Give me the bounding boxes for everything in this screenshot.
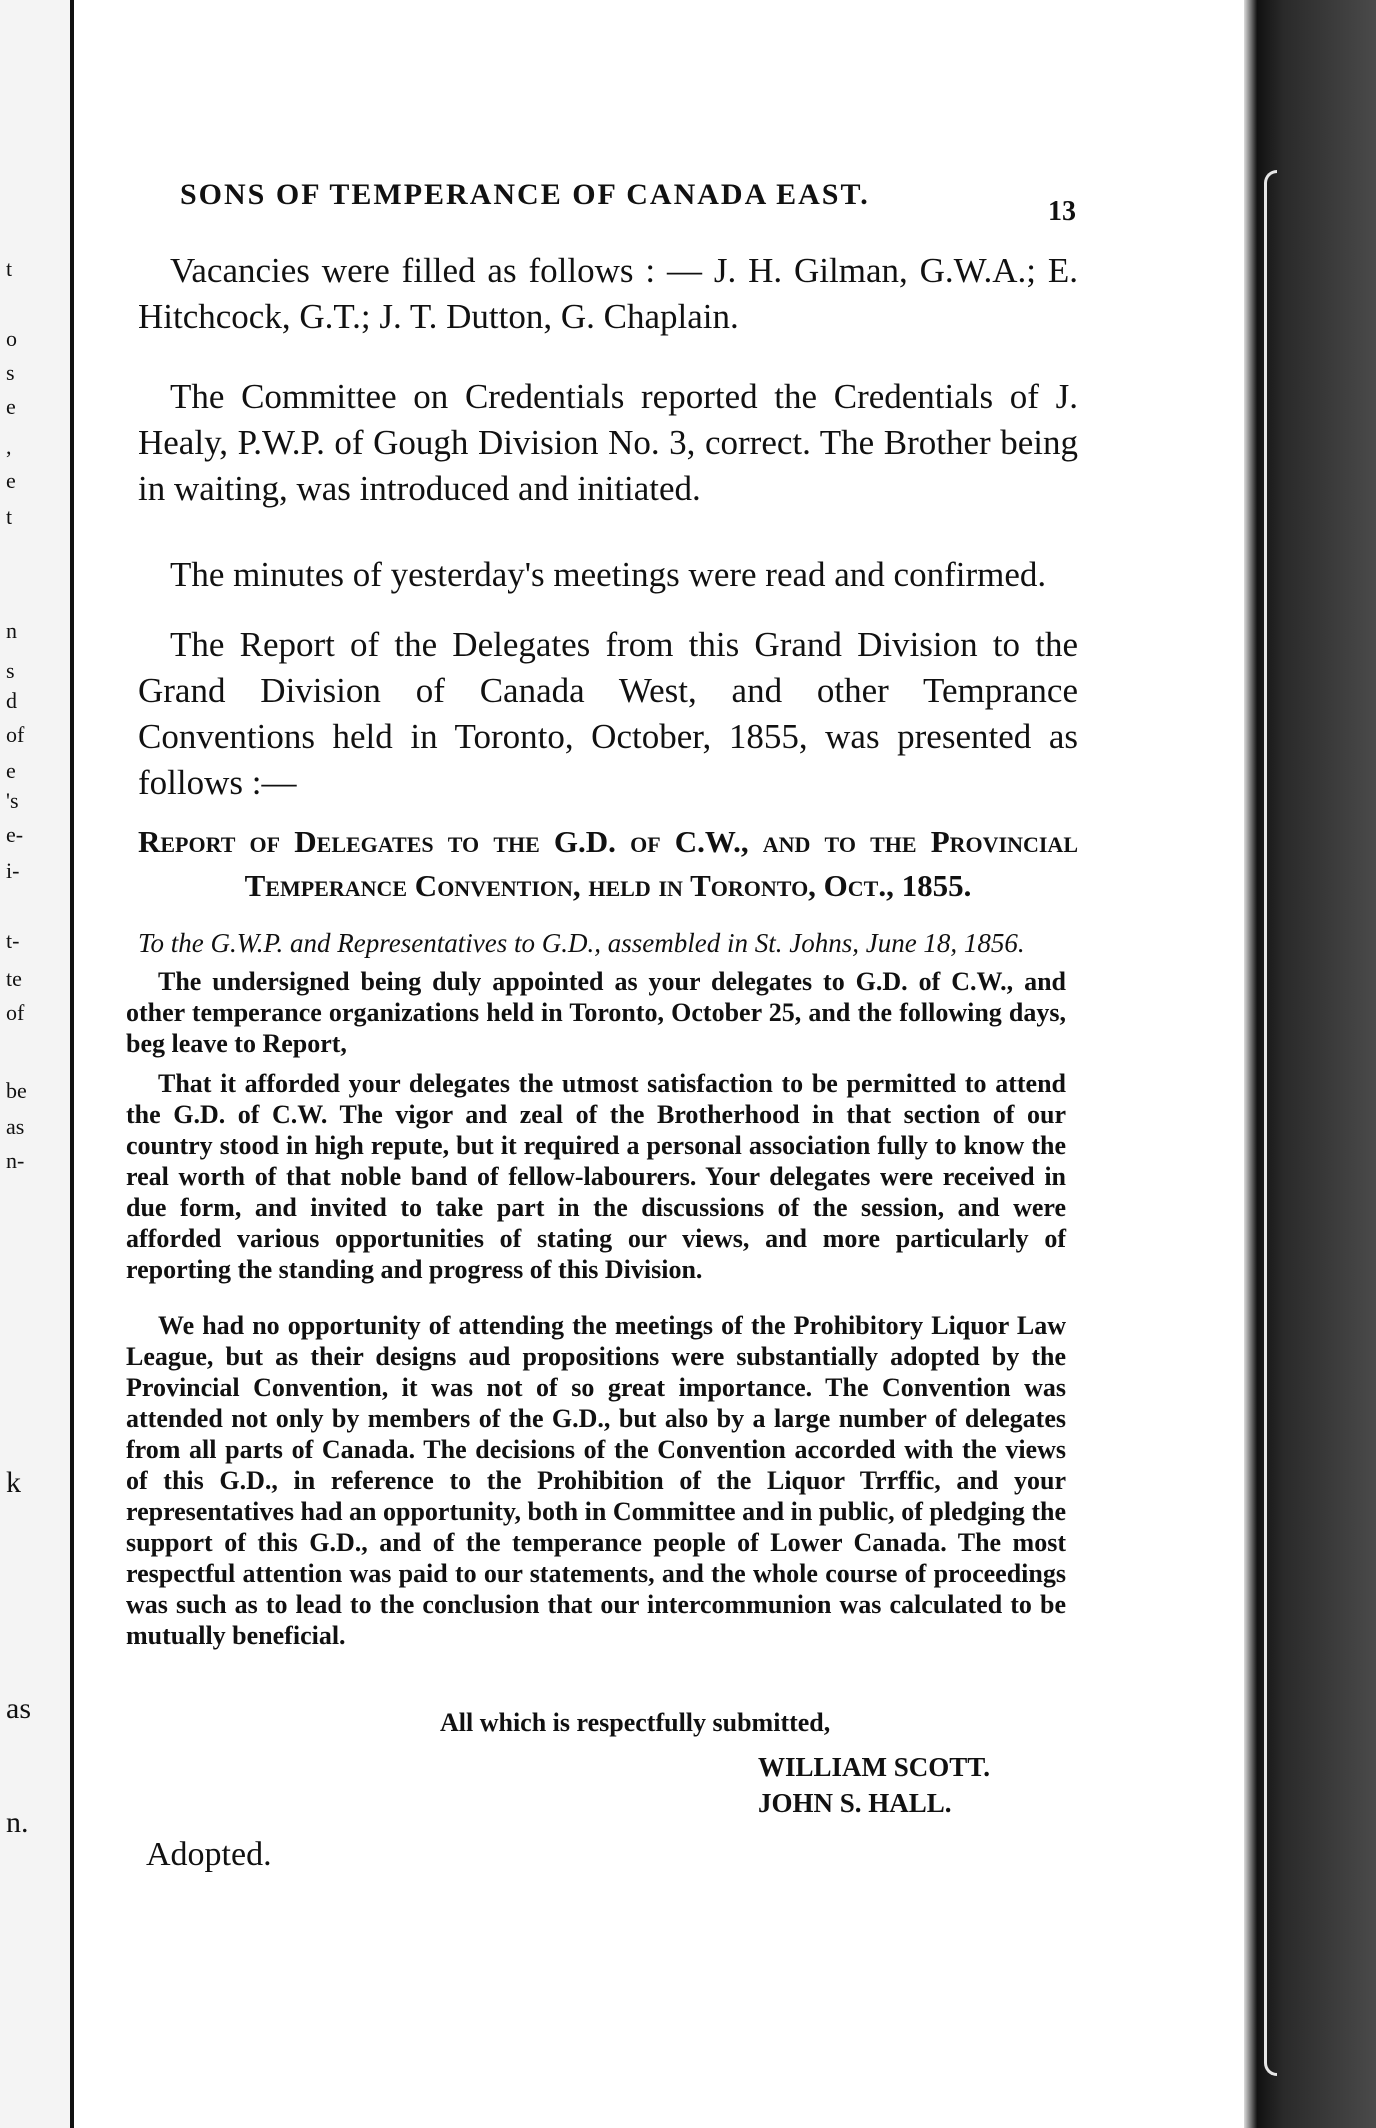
paragraph-credentials: The Committee on Credentials reported the Credentials of J. Healy, P.W.P. of Gough Division No. 3, correct. The Brother being in waiting, was introduced and initiated. — [138, 377, 1078, 508]
margin-fragment: te — [6, 966, 22, 991]
paragraph-vacancies: Vacancies were filled as follows : — J. H. Gilman, G.W.A.; E. Hitchcock, G.T.; J. T. Dutton, G. Chaplain. — [138, 251, 1078, 336]
margin-fragment: e — [6, 394, 16, 419]
paragraph-report-intro: The Report of the Delegates from this Grand Division to the Grand Division of Canada West, and other Temprance Conventions held in Toronto, October, 1855, was presented as follows :— — [138, 625, 1078, 802]
signature: JOHN S. HALL. — [758, 1788, 952, 1818]
paragraph-minutes: The minutes of yesterday's meetings were read and confirmed. — [170, 555, 1047, 594]
page-number: 13 — [1048, 196, 1076, 227]
closing-line: All which is respectfully submitted, — [440, 1708, 831, 1737]
margin-fragment: d — [6, 688, 17, 713]
adopted-note: Adopted. — [146, 1836, 272, 1873]
margin-fragment: , — [6, 434, 12, 459]
margin-fragment: k — [6, 1466, 21, 1499]
margin-fragment: i- — [6, 858, 20, 883]
margin-fragment: be — [6, 1078, 27, 1103]
margin-fragment: s — [6, 360, 15, 385]
report-address: To the G.W.P. and Representatives to G.D., assembled in St. Johns, June 18, 1856. — [138, 928, 1025, 958]
margin-fragment: t- — [6, 928, 20, 953]
margin-fragment: of — [6, 1000, 25, 1025]
margin-fragment: of — [6, 722, 25, 747]
margin-fragment: n — [6, 618, 17, 643]
report-heading: Report of Delegates to the G.D. of C.W., and to the Provincial Temperance Convention, held in Toronto, Oct., 1855. — [138, 824, 1078, 903]
report-paragraph: The undersigned being duly appointed as your delegates to G.D. of C.W., and other temperance organizations held in Toronto, October 25, and the following days, beg leave to Report, — [126, 967, 1066, 1058]
margin-fragment: e — [6, 468, 16, 493]
book-spine-edge — [1244, 0, 1376, 2128]
margin-fragment: s — [6, 658, 15, 683]
margin-fragment: o — [6, 326, 17, 351]
margin-fragment: as — [6, 1114, 25, 1139]
facing-page-fragments — [0, 0, 66, 2128]
report-paragraph: That it afforded your delegates the utmost satisfaction to be permitted to attend the G.D. of C.W. The vigor and zeal of the Brotherhood in that section of our country stood in high repute, but it required a personal association fully to know the real worth of that noble band of fellow-labourers. Your delegates were received in due form, and invited to take part in the discussions of the session, and were afforded various opportunities of stating our views, and more particularly of reporting the standing and progress of this Division. — [126, 1069, 1066, 1284]
margin-fragment: n- — [6, 1148, 25, 1173]
report-paragraph: We had no opportunity of attending the meetings of the Prohibitory Liquor Law League, but as their designs aud propositions were substantially adopted by the Provincial Convention, it was not of so great importance. The Convention was attended not only by members of the G.D., but also by a large number of delegates from all parts of Canada. The decisions of the Convention accorded with the views of this G.D., in reference to the Prohibition of the Liquor Trrffic, and your representatives had an opportunity, both in Committee and in public, of pledging the support of this G.D., and of the temperance people of Lower Canada. The most respectful attention was paid to our statements, and the whole course of proceedings was such as to lead to the conclusion that our intercommunion was calculated to be mutually beneficial. — [126, 1311, 1066, 1650]
running-head: SONS OF TEMPERANCE OF CANADA EAST. — [180, 178, 870, 211]
margin-fragment: e- — [6, 822, 24, 847]
margin-fragment: e — [6, 758, 16, 783]
signature: WILLIAM SCOTT. — [758, 1752, 991, 1782]
margin-fragment: as — [6, 1692, 31, 1725]
margin-fragment: t — [6, 504, 13, 529]
margin-fragment: t — [6, 256, 13, 281]
margin-fragment: 's — [6, 788, 19, 813]
margin-fragment: n. — [6, 1806, 29, 1839]
